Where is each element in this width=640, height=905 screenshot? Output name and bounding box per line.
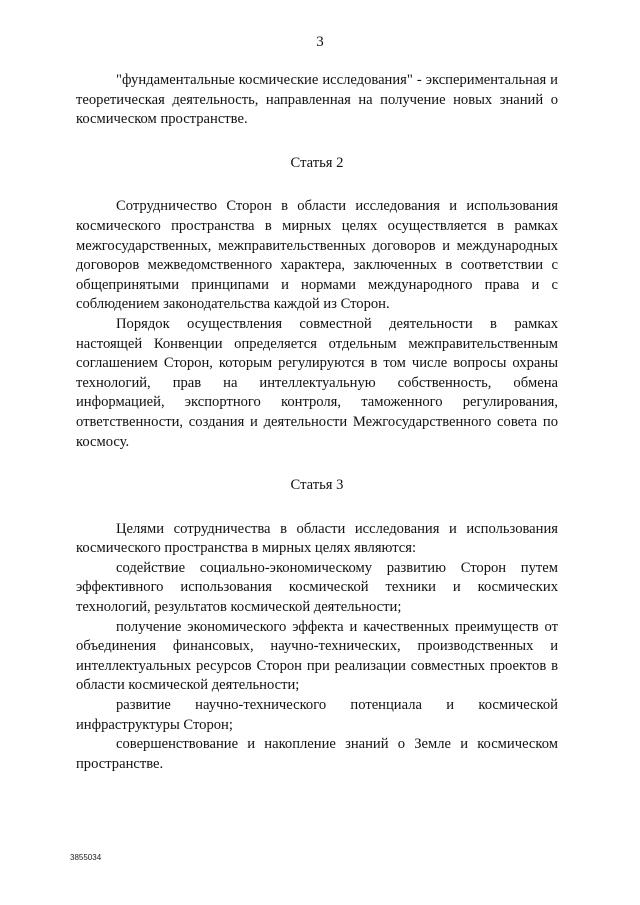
article-3-paragraph-5: совершенствование и накопление знаний о Земле и космическом пространстве. [76,736,558,772]
article-3-paragraph-1: Целями сотрудничества в области исследования и использования космического пространства в мирных целях являются: [76,520,558,557]
article-3-paragraph-4: развитие научно-технического потенциала и космической инфраструктуры Сторон; [76,697,558,733]
document-code: 3855034 [70,853,102,862]
article-2-paragraph-2: Порядок осуществления совместной деятельности в рамках настоящей Конвенции определяется отдельным межправительственным соглашением Сторон, которым регулируются в том числе вопросы охраны технологий, прав на интеллектуальную собственность, обмена информацией, экспортного контроля, таможенного регулирования, ответственности, создания и деятельности Межгосударственного совета по космосу. [76,315,558,450]
article-2-paragraph-1: Сотрудничество Сторон в области исследования и использования космического пространства в мирных целях осуществляется в рамках межгосударственных, межправительственных договоров и международных договоров межведомственного характера, заключенных в соответствии с общепринятыми принципами и нормами международного права и с соблюдением законодательства каждой из Сторон. [76,198,558,313]
article-3-paragraph-2: содействие социально-экономическому развитию Сторон путем эффективного использования космической техники и космических технологий, результатов космической деятельности; [76,559,558,616]
page-number: 3 [316,34,324,50]
definition-paragraph: "фундаментальные космические исследования" - экспериментальная и теоретическая деятельность, направленная на получение новых знаний о космическом пространстве. [76,72,558,128]
article-3-paragraph-3: получение экономического эффекта и качественных преимуществ от объединения финансовых, научно-технических, производственных и интеллектуальных ресурсов Сторон при реализации совместных проектов в области космической деятельности; [76,618,558,694]
article-2-heading: Статья 2 [290,154,344,171]
article-3-heading: Статья 3 [290,477,344,494]
document-body [76,71,558,774]
